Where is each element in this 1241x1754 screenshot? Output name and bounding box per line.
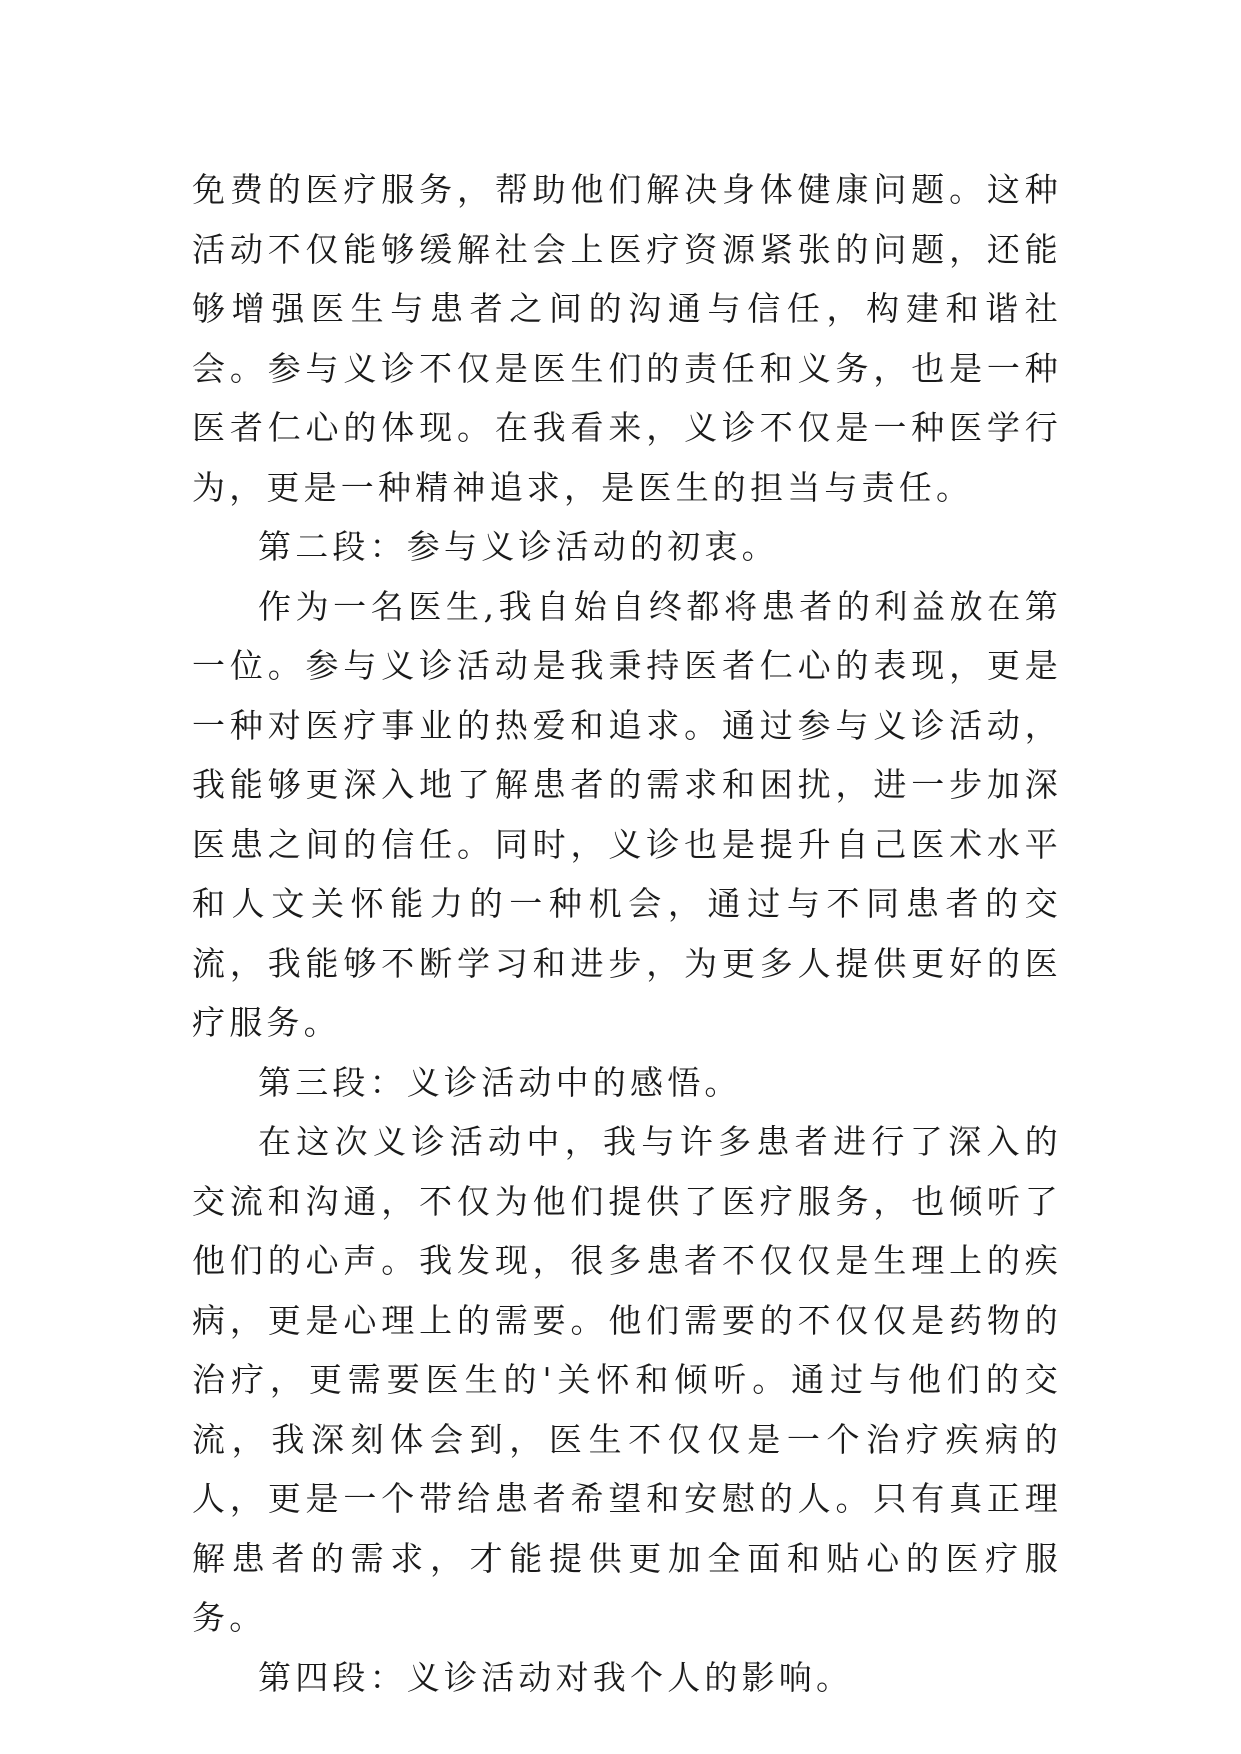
paragraph-section-3: 在这次义诊活动中，我与许多患者进行了深入的交流和沟通，不仅为他们提供了医疗服务，也倾听了他们的心声。我发现，很多患者不仅仅是生理上的疾病，更是心理上的需要。他们需要的不仅仅是药物的治疗，更需要医生的'关怀和倾听。通过与他们的交流，我深刻体会到，医生不仅仅是一个治疗疾病的人，更是一个带给患者希望和安慰的人。只有真正理解患者的需求，才能提供更加全面和贴心的医疗服务。 xyxy=(192,1122,1062,1637)
document-body xyxy=(192,160,1062,1707)
section-heading-3: 第三段：义诊活动中的感悟。 xyxy=(258,1062,742,1102)
section-heading-2: 第二段：参与义诊活动的初衷。 xyxy=(258,527,779,566)
paragraph-intro-continued: 免费的医疗服务，帮助他们解决身体健康问题。这种活动不仅能够缓解社会上医疗资源紧张的问题，还能够增强医生与患者之间的沟通与信任，构建和谐社会。参与义诊不仅是医生们的责任和义务，也是一种医者仁心的体现。在我看来，义诊不仅是一种医学行为，更是一种精神追求，是医生的担当与责任。 xyxy=(192,170,1062,507)
section-heading-4: 第四段：义诊活动对我个人的影响。 xyxy=(258,1657,854,1697)
paragraph-section-2: 作为一名医生,我自始自终都将患者的利益放在第一位。参与义诊活动是我秉持医者仁心的表现，更是一种对医疗事业的热爱和追求。通过参与义诊活动，我能够更深入地了解患者的需求和困扰，进一步加深医患之间的信任。同时，义诊也是提升自己医术水平和人文关怀能力的一种机会，通过与不同患者的交流，我能够不断学习和进步，为更多人提供更好的医疗服务。 xyxy=(192,586,1062,1042)
